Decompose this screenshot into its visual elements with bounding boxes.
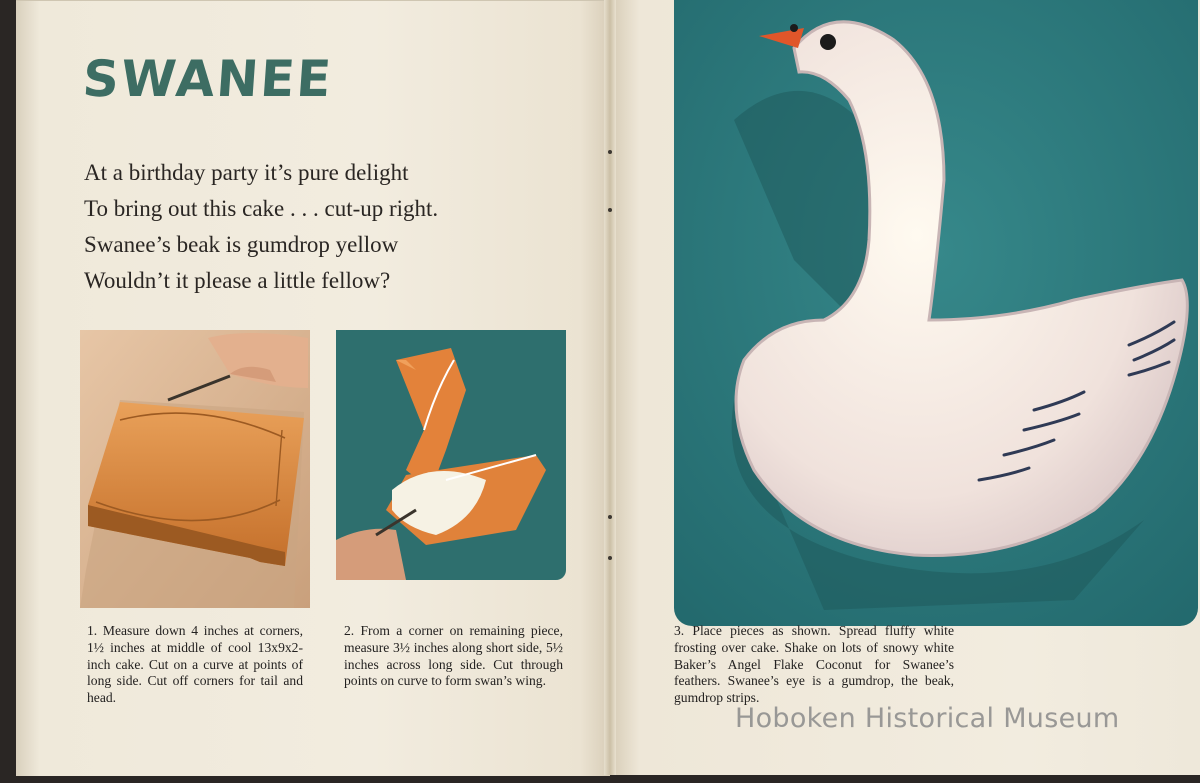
photo-cutting-cake: [80, 330, 310, 608]
poem-line: Wouldn’t it please a little fellow?: [84, 268, 391, 293]
poem-line: Swanee’s beak is gumdrop yellow: [84, 232, 399, 257]
poem: [84, 155, 564, 299]
step-1-caption: 1. Measure down 4 inches at corners, 1½ inches at middle of cool 13x9x2-inch cake. Cut on a curve at points of long side. Cut off corners for tail and head.: [87, 623, 303, 706]
page-title: SWANEE: [80, 50, 335, 108]
binding-staple: [608, 208, 612, 212]
watermark: Hoboken Historical Museum: [735, 703, 1120, 734]
poem-line: To bring out this cake . . . cut-up right.: [84, 196, 439, 221]
poem-line: At a birthday party it’s pure delight: [84, 160, 409, 185]
step-2-caption: 2. From a corner on remaining piece, measure 3½ inches along short side, 5½ inches across long side. Cut through points on curve to form swan’s wing.: [344, 623, 563, 689]
book-gutter: [604, 0, 616, 775]
binding-staple: [608, 556, 612, 560]
photo-finished-swan-cake: [674, 0, 1198, 626]
step-3-caption: 3. Place pieces as shown. Spread fluffy white frosting over cake. Shake on lots of snowy white Baker’s Angel Flake Coconut for Swanee’s feathers. Swanee’s eye is a gumdrop, the beak, gumdrop strips.: [674, 623, 954, 706]
binding-staple: [608, 515, 612, 519]
binding-staple: [608, 150, 612, 154]
photo-cutting-wing: [336, 330, 566, 580]
